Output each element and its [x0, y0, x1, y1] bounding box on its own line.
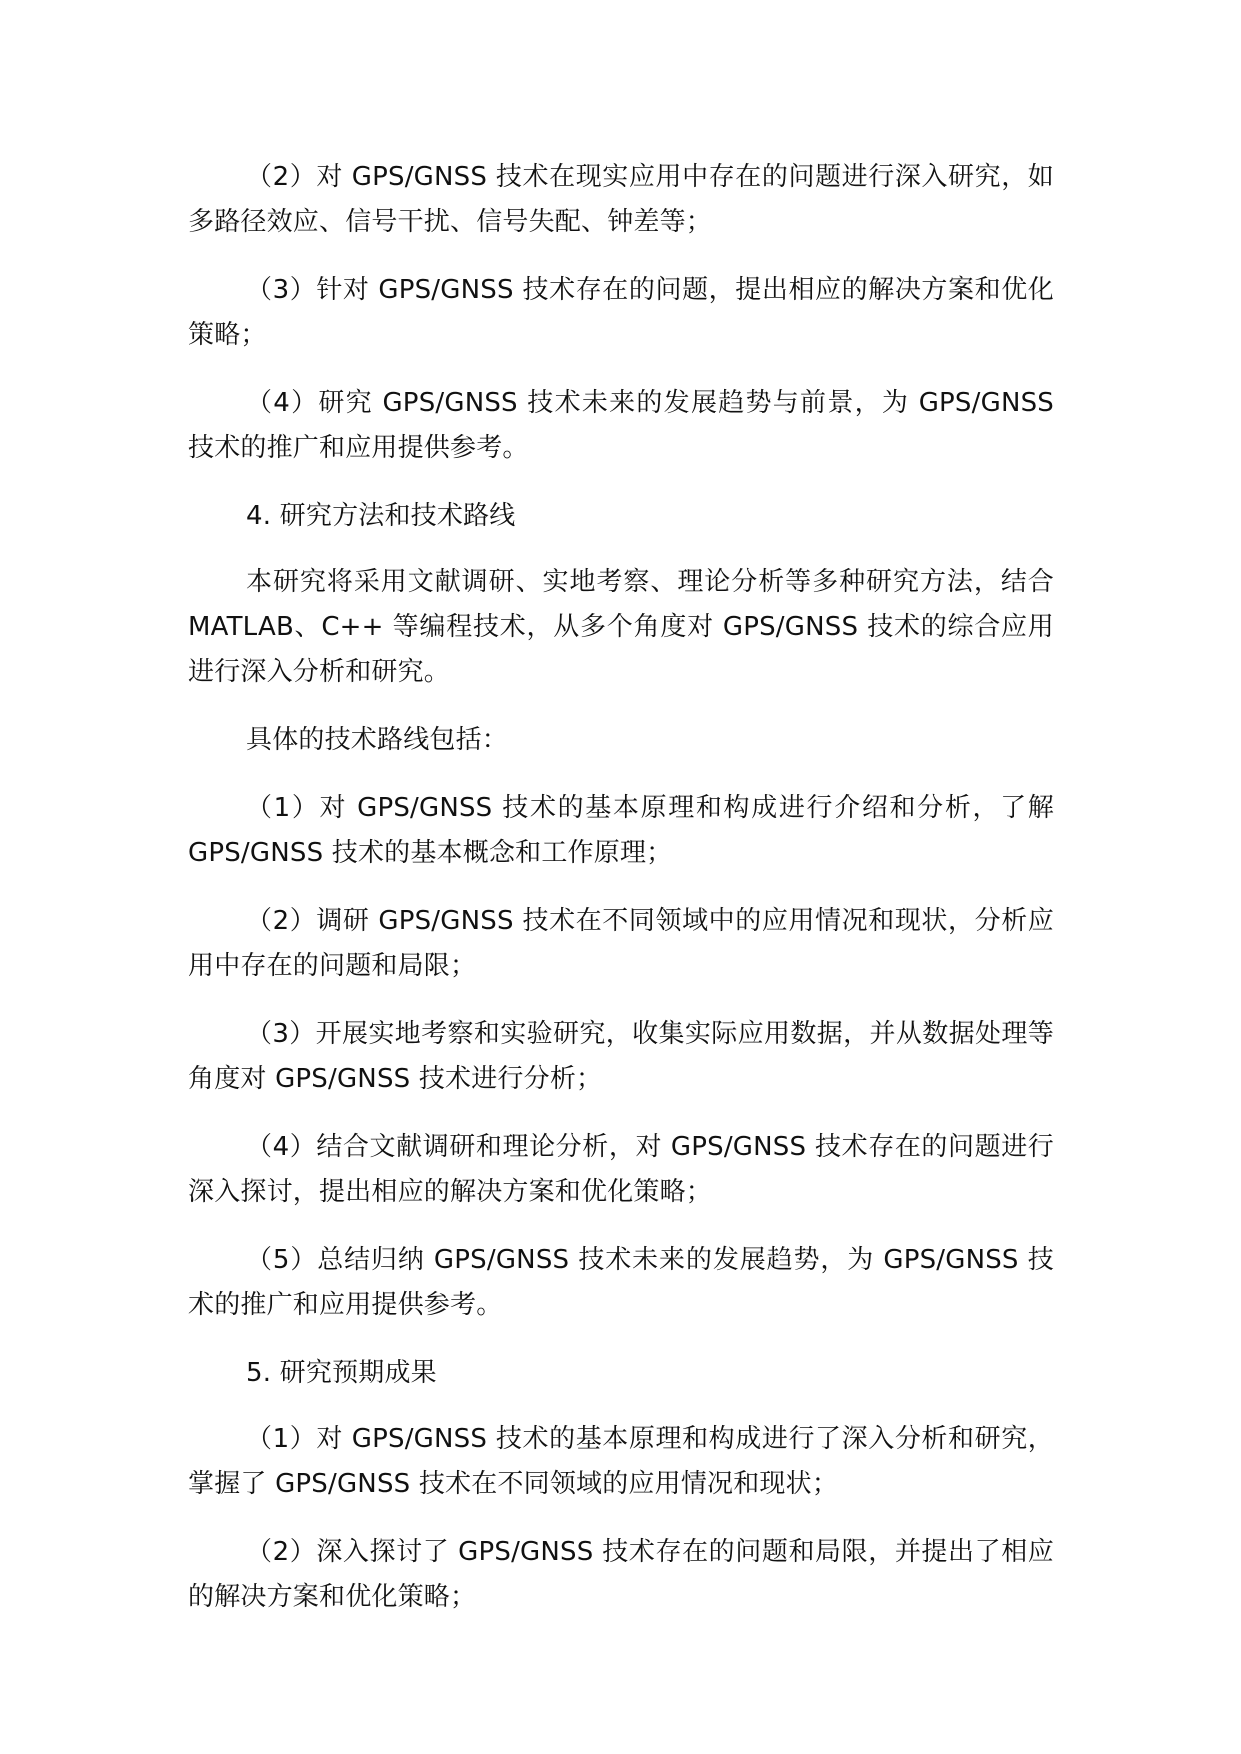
document-body — [188, 155, 1054, 1643]
paragraph-route-1: （1）对 GPS/GNSS 技术的基本原理和构成进行介绍和分析，了解 GPS/GNSS 技术的基本概念和工作原理； — [188, 793, 1054, 868]
paragraph-objective-2: （2）对 GPS/GNSS 技术在现实应用中存在的问题进行深入研究，如多路径效应、信号干扰、信号失配、钟差等； — [188, 162, 1054, 237]
paragraph-route-4: （4）结合文献调研和理论分析，对 GPS/GNSS 技术存在的问题进行深入探讨，提出相应的解决方案和优化策略； — [188, 1132, 1054, 1207]
paragraph-route-3: （3）开展实地考察和实验研究，收集实际应用数据，并从数据处理等角度对 GPS/GNSS 技术进行分析； — [188, 1019, 1054, 1094]
paragraph-objective-4: （4）研究 GPS/GNSS 技术未来的发展趋势与前景，为 GPS/GNSS 技术的推广和应用提供参考。 — [188, 388, 1054, 463]
paragraph-route-intro: 具体的技术路线包括： — [246, 725, 509, 755]
paragraph-route-5: （5）总结归纳 GPS/GNSS 技术未来的发展趋势，为 GPS/GNSS 技术的推广和应用提供参考。 — [188, 1245, 1054, 1320]
section-heading-methods: 4. 研究方法和技术路线 — [246, 501, 516, 531]
paragraph-outcome-1: （1）对 GPS/GNSS 技术的基本原理和构成进行了深入分析和研究，掌握了 GPS/GNSS 技术在不同领域的应用情况和现状； — [188, 1424, 1054, 1499]
paragraph-route-2: （2）调研 GPS/GNSS 技术在不同领域中的应用情况和现状，分析应用中存在的问题和局限； — [188, 906, 1054, 981]
paragraph-objective-3: （3）针对 GPS/GNSS 技术存在的问题，提出相应的解决方案和优化策略； — [188, 275, 1054, 350]
section-heading-outcomes: 5. 研究预期成果 — [246, 1358, 437, 1388]
paragraph-outcome-2: （2）深入探讨了 GPS/GNSS 技术存在的问题和局限，并提出了相应的解决方案和优化策略； — [188, 1537, 1054, 1612]
paragraph-methods-intro: 本研究将采用文献调研、实地考察、理论分析等多种研究方法，结合 MATLAB、C++ 等编程技术，从多个角度对 GPS/GNSS 技术的综合应用进行深入分析和研究。 — [188, 567, 1054, 687]
